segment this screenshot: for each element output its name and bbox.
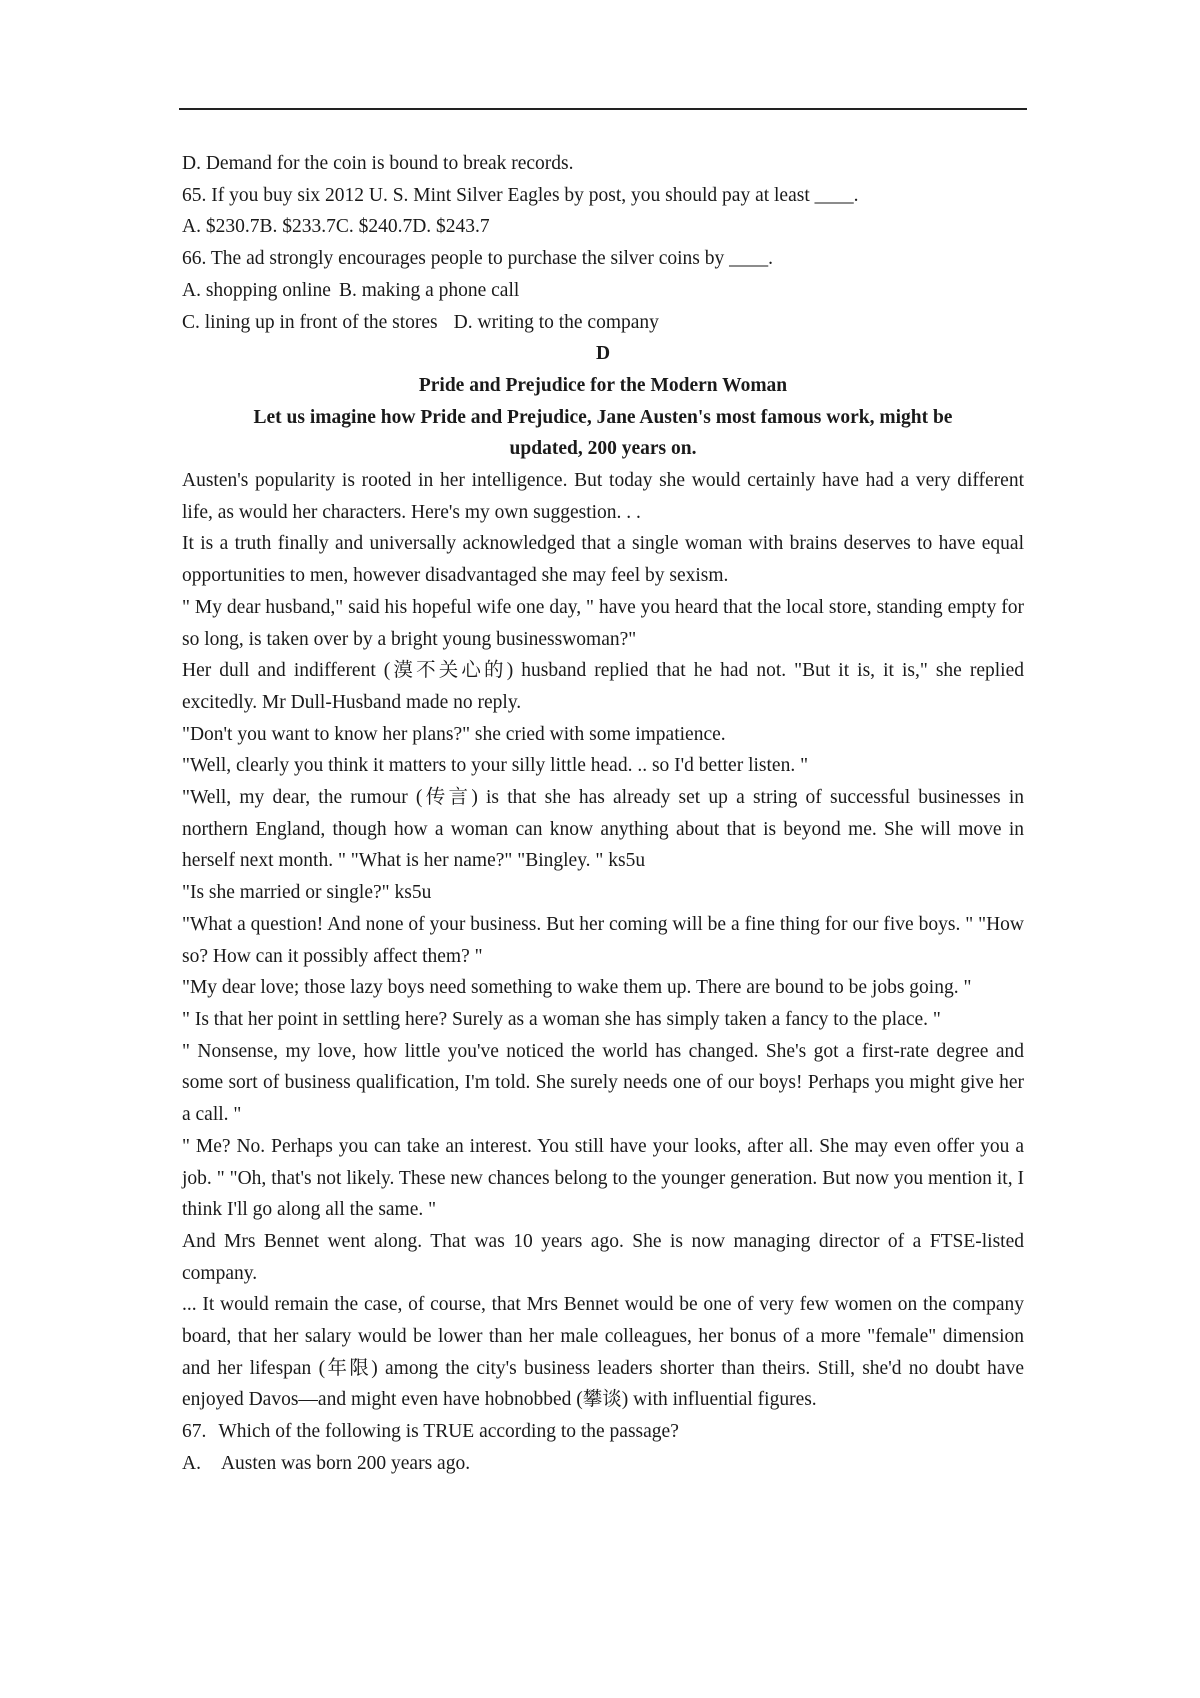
q67-number: 67. (182, 1421, 207, 1443)
q66-options-row-1 (182, 275, 1024, 307)
q66-options-row-2 (182, 307, 1024, 339)
q65-options: A. $230.7B. $233.7C. $240.7D. $243.7 (182, 216, 490, 238)
paragraph: It is a truth finally and universally acknowledged that a single woman with brains deserves to have equal opportunities to men, however disadvantaged she may feel by sexism. (182, 533, 1024, 587)
paragraph: Austen's popularity is rooted in her intelligence. But today she would certainly have had a very different life, as would her characters. Here's my own suggestion. . . (182, 470, 1024, 523)
q66-option-b: B. making a phone call (338, 279, 520, 301)
header-divider (179, 108, 1027, 110)
q67-option-a: Austen was born 200 years ago. (220, 1452, 471, 1474)
paragraph: " Is that her point in settling here? Surely as a woman she has simply taken a fancy to the place. " (182, 1008, 941, 1030)
paragraph: " Nonsense, my love, how little you've noticed the world has changed. She's got a first-rate degree and some sort of business qualification, I'm told. She surely needs one of our boys! Perhaps you might give her a call. " (182, 1040, 1024, 1126)
q66-option-d: D. writing to the company (453, 311, 659, 333)
q64-option-d: D. Demand for the coin is bound to break records. (182, 153, 574, 174)
q67-stem-row (182, 1416, 1024, 1448)
paragraph: " Me? No. Perhaps you can take an interest. You still have your looks, after all. She may even offer you a job. " "Oh, that's not likely. These new chances belong to the younger generation. But now you mention it, I think I'll go along all the same. " (182, 1135, 1024, 1221)
paragraph: "What a question! And none of your business. But her coming will be a fine thing for our five boys. " "How so? How can it possibly affect them? " (182, 913, 1024, 967)
paragraph: "My dear love; those lazy boys need something to wake them up. There are bound to be jobs going. " (182, 977, 972, 999)
document-body (182, 148, 1024, 1480)
q67-option-a-row (182, 1448, 1024, 1480)
passage-subtitle: Let us imagine how Pride and Prejudice, Jane Austen's most famous work, might be updated, 200 years on. (253, 406, 953, 460)
paragraph: "Well, clearly you think it matters to your silly little head. .. so I'd better listen. " (182, 755, 809, 777)
paragraph: "Is she married or single?" ks5u (182, 882, 432, 904)
q67-stem: Which of the following is TRUE according to the passage? (218, 1421, 679, 1443)
q66-option-c: C. lining up in front of the stores (182, 311, 438, 333)
passage-title: Pride and Prejudice for the Modern Woman (418, 374, 788, 396)
q66-stem: 66. The ad strongly encourages people to purchase the silver coins by ____. (182, 248, 773, 270)
paragraph: "Well, my dear, the rumour (传言) is that she has already set up a string of successful businesses in northern England, though how a woman can know anything about that is beyond me. She will move in herself next month. " "What is her name?" "Bingley. " ks5u (182, 787, 1024, 872)
paragraph: And Mrs Bennet went along. That was 10 years ago. She is now managing director of a FTSE-listed company. (182, 1230, 1024, 1284)
paragraph: Her dull and indifferent (漠不关心的) husband replied that he had not. "But it is, it is," she replied excitedly. Mr Dull-Husband made no reply. (182, 660, 1024, 713)
paragraph: ... It would remain the case, of course, that Mrs Bennet would be one of very few women on the company board, that her salary would be lower than her male colleagues, her bonus of a more "female" dimension and her lifespan (年限) among the city's business leaders shorter than theirs. Still, she'd no doubt have enjoyed Davos—and might even have hobnobbed (攀谈) with influential figures. (182, 1294, 1024, 1411)
paragraph: "Don't you want to know her plans?" she cried with some impatience. (182, 723, 726, 745)
paragraph: " My dear husband," said his hopeful wife one day, " have you heard that the local store, standing empty for so long, is taken over by a bright young businesswoman?" (182, 596, 1024, 650)
q65-stem: 65. If you buy six 2012 U. S. Mint Silver Eagles by post, you should pay at least ____. (182, 184, 859, 206)
section-letter: D (595, 343, 611, 365)
q66-option-a: A. shopping online (182, 279, 331, 301)
q67-option-a-letter: A. (182, 1452, 201, 1474)
